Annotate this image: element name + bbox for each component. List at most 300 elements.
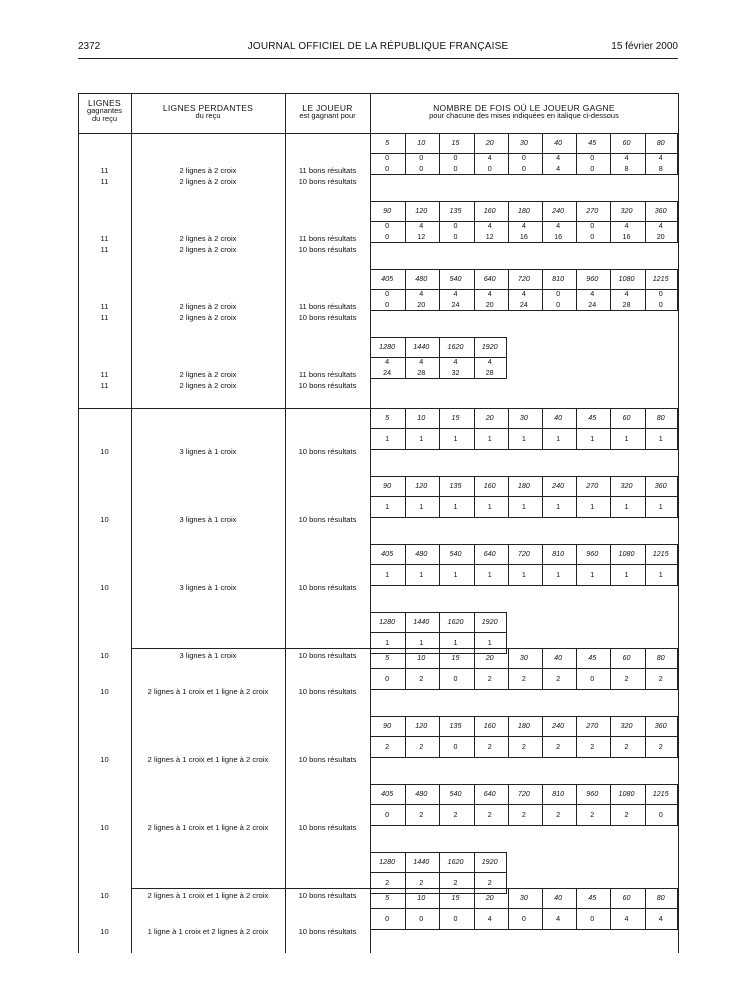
win-count: 4 [624, 153, 629, 162]
lignes-perdantes-value: 2 lignes à 1 croix et 1 ligne à 2 croix [147, 755, 269, 764]
stake-value: 80 [656, 413, 665, 422]
win-count: 0 [385, 810, 390, 819]
stake-value: 30 [519, 893, 528, 902]
win-count: 0 [590, 163, 595, 173]
stake-value: 5 [385, 138, 390, 147]
win-count: 4 [624, 221, 629, 230]
stake-value: 160 [483, 721, 496, 730]
joueur-value: 10 bons résultats [298, 823, 357, 832]
lignes-gagnantes-value: 11 [100, 176, 109, 186]
win-count: 2 [590, 810, 595, 819]
win-count: 28 [485, 367, 494, 377]
stake-value: 240 [552, 481, 565, 490]
win-count: 4 [521, 221, 526, 230]
stake-value: 60 [622, 653, 631, 662]
win-count: 4 [556, 163, 561, 173]
lignes-gagnantes-value: 10 [100, 651, 109, 660]
stake-value: 270 [586, 206, 599, 215]
lignes-perdantes-value: 2 lignes à 2 croix [179, 166, 237, 175]
win-count: 1 [487, 638, 492, 647]
win-count: 4 [419, 221, 424, 230]
win-count: 24 [383, 367, 392, 377]
page-number: 2372 [78, 41, 101, 52]
stake-value: 15 [451, 138, 460, 147]
stake-value: 720 [517, 789, 530, 798]
stake-value: 30 [519, 413, 528, 422]
win-count: 0 [385, 674, 390, 683]
lignes-perdantes-value: 3 lignes à 1 croix [179, 515, 237, 524]
stake-value: 15 [451, 653, 460, 662]
stake-value: 45 [588, 138, 597, 147]
header-rule [78, 58, 678, 59]
stake-row-divider [370, 908, 678, 909]
stake-value: 90 [383, 721, 392, 730]
stake-value: 240 [552, 721, 565, 730]
lottery-table [78, 93, 679, 953]
joueur-value: 11 bons résultats [298, 302, 357, 311]
win-count: 24 [588, 299, 597, 309]
lignes-perdantes-value: 2 lignes à 2 croix [179, 244, 237, 254]
stake-row-divider [370, 428, 678, 429]
stake-value: 10 [417, 893, 426, 902]
stake-value: 5 [385, 413, 390, 422]
stake-value: 60 [622, 138, 631, 147]
win-count: 1 [487, 434, 492, 443]
joueur-value: 10 bons résultats [298, 891, 357, 900]
win-count: 4 [556, 914, 561, 923]
win-count: 4 [487, 153, 492, 162]
stake-value: 15 [451, 413, 460, 422]
lignes-gagnantes-value: 11 [100, 370, 109, 379]
win-count: 1 [419, 570, 424, 579]
lignes-perdantes-value: 2 lignes à 1 croix et 1 ligne à 2 croix [147, 823, 269, 832]
stake-value: 120 [415, 481, 428, 490]
joueur-value: 10 bons résultats [298, 244, 357, 254]
stake-value: 10 [417, 653, 426, 662]
lignes-gagnantes-value: 10 [100, 447, 109, 456]
win-count: 1 [590, 434, 595, 443]
win-count: 2 [624, 742, 629, 751]
win-count: 2 [556, 742, 561, 751]
header-lignes-gagnantes: LIGNES gagnantes du reçu [86, 98, 123, 123]
stake-value: 720 [517, 549, 530, 558]
stake-value: 1920 [481, 857, 498, 866]
lignes-gagnantes-value: 10 [100, 687, 109, 696]
stake-value: 20 [485, 893, 494, 902]
stake-value: 960 [586, 274, 599, 283]
joueur-value: 10 bons résultats [298, 515, 357, 524]
stake-value: 10 [417, 413, 426, 422]
stake-value: 180 [517, 481, 530, 490]
win-count: 0 [556, 289, 561, 298]
lignes-gagnantes-value: 10 [100, 755, 109, 764]
win-count: 2 [624, 810, 629, 819]
header-lignes-perdantes: LIGNES PERDANTES du reçu [162, 103, 254, 120]
win-count: 0 [453, 742, 458, 751]
win-count: 4 [624, 914, 629, 923]
stake-value: 20 [485, 413, 494, 422]
stake-value: 270 [586, 481, 599, 490]
lignes-perdantes-value: 2 lignes à 1 croix et 1 ligne à 2 croix [147, 891, 269, 900]
win-count: 4 [487, 914, 492, 923]
stake-row-divider [370, 668, 678, 669]
stake-value: 5 [385, 653, 390, 662]
stake-value: 1440 [413, 342, 430, 351]
win-count: 2 [556, 810, 561, 819]
win-count: 0 [385, 299, 390, 309]
win-count: 2 [521, 810, 526, 819]
stake-value: 1080 [618, 274, 635, 283]
win-count: 0 [385, 231, 390, 241]
stake-value: 40 [554, 413, 563, 422]
stake-value: 405 [381, 274, 394, 283]
win-count: 1 [556, 502, 561, 511]
stake-value: 1215 [652, 549, 669, 558]
stake-value: 320 [620, 481, 633, 490]
stake-value: 1080 [618, 549, 635, 558]
win-count: 4 [453, 289, 458, 298]
win-count: 12 [485, 231, 494, 241]
win-count: 1 [453, 502, 458, 511]
stake-row-divider [370, 496, 678, 497]
stake-value: 1620 [447, 617, 464, 626]
win-count: 0 [521, 914, 526, 923]
stake-value: 180 [517, 206, 530, 215]
win-count: 1 [385, 434, 390, 443]
stake-value: 1440 [413, 617, 430, 626]
stake-value: 360 [654, 206, 667, 215]
win-count: 2 [487, 810, 492, 819]
win-count: 2 [590, 742, 595, 751]
win-count: 2 [556, 674, 561, 683]
stake-value: 405 [381, 549, 394, 558]
win-count: 2 [453, 810, 458, 819]
win-count: 0 [385, 153, 390, 162]
lignes-gagnantes-value: 11 [100, 244, 109, 254]
win-count: 2 [385, 878, 390, 887]
lignes-perdantes-value: 2 lignes à 1 croix et 1 ligne à 2 croix [147, 687, 269, 696]
stake-value: 1280 [379, 617, 396, 626]
win-count: 0 [521, 163, 526, 173]
win-count: 1 [521, 434, 526, 443]
stake-value: 640 [483, 789, 496, 798]
stake-value: 810 [552, 549, 565, 558]
stake-value: 10 [417, 138, 426, 147]
win-count: 0 [419, 153, 424, 162]
win-count: 1 [556, 570, 561, 579]
win-count: 1 [419, 434, 424, 443]
win-count: 0 [453, 163, 458, 173]
win-count: 2 [487, 878, 492, 887]
lignes-gagnantes-value: 11 [100, 302, 109, 311]
stake-value: 45 [588, 413, 597, 422]
win-count: 1 [658, 434, 663, 443]
win-count: 12 [417, 231, 426, 241]
win-count: 4 [624, 289, 629, 298]
page-date: 15 février 2000 [611, 41, 678, 52]
win-count: 0 [419, 163, 424, 173]
win-count: 1 [385, 638, 390, 647]
stake-value: 1620 [447, 342, 464, 351]
stake-value: 180 [517, 721, 530, 730]
stake-value: 120 [415, 721, 428, 730]
win-count: 0 [419, 914, 424, 923]
win-count: 16 [554, 231, 563, 241]
stake-value: 480 [415, 274, 428, 283]
win-count: 1 [385, 502, 390, 511]
joueur-value: 10 bons résultats [298, 312, 357, 322]
win-count: 1 [453, 434, 458, 443]
joueur-value: 11 bons résultats [298, 370, 357, 379]
win-count: 4 [658, 221, 663, 230]
win-count: 4 [590, 289, 595, 298]
joueur-value: 10 bons résultats [298, 927, 357, 936]
stake-value: 80 [656, 138, 665, 147]
lignes-gagnantes-value: 11 [100, 166, 109, 175]
win-count: 0 [658, 810, 663, 819]
win-count: 20 [656, 231, 665, 241]
stake-value: 1280 [379, 857, 396, 866]
win-count: 1 [453, 570, 458, 579]
lignes-perdantes-value: 3 lignes à 1 croix [179, 447, 237, 456]
win-count: 0 [590, 914, 595, 923]
win-count: 8 [624, 163, 629, 173]
stake-value: 80 [656, 893, 665, 902]
win-count: 2 [624, 674, 629, 683]
stake-value: 270 [586, 721, 599, 730]
win-count: 4 [521, 289, 526, 298]
stake-value: 90 [383, 481, 392, 490]
stake-value: 160 [483, 481, 496, 490]
lignes-perdantes-value: 2 lignes à 2 croix [179, 302, 237, 311]
lignes-perdantes-value: 2 lignes à 2 croix [179, 380, 237, 390]
stake-value: 810 [552, 789, 565, 798]
win-count: 2 [658, 742, 663, 751]
win-count: 0 [385, 221, 390, 230]
stake-value: 360 [654, 481, 667, 490]
win-count: 1 [453, 638, 458, 647]
win-count: 4 [487, 289, 492, 298]
stake-value: 540 [449, 274, 462, 283]
win-count: 0 [590, 153, 595, 162]
win-count: 1 [590, 570, 595, 579]
win-count: 2 [487, 742, 492, 751]
lignes-perdantes-value: 3 lignes à 1 croix [179, 651, 237, 660]
stake-row-divider [370, 564, 678, 565]
joueur-value: 10 bons résultats [298, 176, 357, 186]
joueur-value: 10 bons résultats [298, 755, 357, 764]
win-count: 24 [519, 299, 528, 309]
win-count: 0 [453, 914, 458, 923]
win-count: 24 [451, 299, 460, 309]
stake-value: 40 [554, 893, 563, 902]
win-count: 0 [590, 231, 595, 241]
win-count: 4 [556, 153, 561, 162]
win-count: 4 [419, 357, 424, 366]
lignes-perdantes-value: 1 ligne à 1 croix et 2 lignes à 2 croix [147, 927, 269, 936]
stake-value: 1215 [652, 274, 669, 283]
win-count: 1 [521, 570, 526, 579]
lignes-perdantes-value: 2 lignes à 2 croix [179, 234, 237, 243]
win-count: 16 [519, 231, 528, 241]
win-count: 0 [453, 674, 458, 683]
stake-value: 1280 [379, 342, 396, 351]
stake-value: 1080 [618, 789, 635, 798]
win-count: 4 [658, 153, 663, 162]
win-count: 4 [556, 221, 561, 230]
table-top-border [78, 93, 679, 94]
stake-value: 135 [449, 721, 462, 730]
header-nombre-de-fois: NOMBRE DE FOIS OÙ LE JOUEUR GAGNE pour chacune des mises indiquées en italique ci-dessous [429, 103, 619, 120]
win-count: 1 [487, 570, 492, 579]
win-count: 2 [521, 742, 526, 751]
stake-value: 1440 [413, 857, 430, 866]
stake-value: 640 [483, 274, 496, 283]
lignes-gagnantes-value: 11 [100, 312, 109, 322]
win-count: 28 [622, 299, 631, 309]
win-count: 20 [485, 299, 494, 309]
lignes-perdantes-value: 2 lignes à 2 croix [179, 312, 237, 322]
win-count: 2 [453, 878, 458, 887]
win-count: 8 [658, 163, 663, 173]
lignes-gagnantes-value: 10 [100, 515, 109, 524]
win-count: 0 [658, 289, 663, 298]
lignes-gagnantes-value: 10 [100, 583, 109, 592]
win-count: 20 [417, 299, 426, 309]
win-count: 1 [590, 502, 595, 511]
stake-value: 405 [381, 789, 394, 798]
win-count: 1 [521, 502, 526, 511]
win-count: 0 [487, 163, 492, 173]
win-count: 4 [487, 221, 492, 230]
win-count: 1 [556, 434, 561, 443]
win-count: 1 [624, 434, 629, 443]
stake-value: 20 [485, 653, 494, 662]
stake-value: 810 [552, 274, 565, 283]
win-count: 0 [453, 221, 458, 230]
win-count: 2 [419, 810, 424, 819]
stake-value: 640 [483, 549, 496, 558]
win-count: 32 [451, 367, 460, 377]
win-count: 2 [419, 878, 424, 887]
lignes-perdantes-value: 2 lignes à 2 croix [179, 176, 237, 186]
stake-value: 30 [519, 653, 528, 662]
win-count: 2 [419, 674, 424, 683]
stake-value: 960 [586, 789, 599, 798]
page-header [78, 40, 678, 54]
win-count: 4 [487, 357, 492, 366]
stake-value: 320 [620, 721, 633, 730]
stake-value: 90 [383, 206, 392, 215]
win-count: 1 [624, 570, 629, 579]
win-count: 1 [419, 502, 424, 511]
stake-value: 5 [385, 893, 390, 902]
joueur-value: 10 bons résultats [298, 583, 357, 592]
win-count: 0 [556, 299, 561, 309]
stake-row-divider [370, 872, 507, 873]
stake-row-divider [370, 804, 678, 805]
win-count: 2 [521, 674, 526, 683]
stake-value: 360 [654, 721, 667, 730]
stake-value: 60 [622, 893, 631, 902]
stake-value: 960 [586, 549, 599, 558]
win-count: 16 [622, 231, 631, 241]
win-count: 1 [658, 502, 663, 511]
table-right-border [678, 93, 679, 953]
lignes-gagnantes-value: 11 [100, 380, 109, 390]
stake-value: 1215 [652, 789, 669, 798]
joueur-value: 10 bons résultats [298, 651, 357, 660]
stake-value: 40 [554, 653, 563, 662]
stake-value: 1920 [481, 342, 498, 351]
joueur-value: 10 bons résultats [298, 447, 357, 456]
stake-value: 480 [415, 549, 428, 558]
win-count: 1 [487, 502, 492, 511]
win-count: 0 [453, 153, 458, 162]
win-count: 4 [385, 357, 390, 366]
win-count: 0 [590, 221, 595, 230]
stake-value: 20 [485, 138, 494, 147]
win-count: 1 [658, 570, 663, 579]
stake-row-divider [370, 736, 678, 737]
win-count: 4 [658, 914, 663, 923]
stake-value: 1920 [481, 617, 498, 626]
win-count: 2 [658, 674, 663, 683]
win-count: 2 [487, 674, 492, 683]
lignes-perdantes-value: 3 lignes à 1 croix [179, 583, 237, 592]
win-count: 1 [419, 638, 424, 647]
header-le-joueur: LE JOUEUR est gagnant pour [299, 103, 356, 120]
lignes-gagnantes-value: 11 [100, 234, 109, 243]
joueur-value: 10 bons résultats [298, 687, 357, 696]
journal-title: JOURNAL OFFICIEL DE LA RÉPUBLIQUE FRANÇAISE [247, 41, 509, 52]
header-bottom-rule [78, 133, 370, 134]
lignes-gagnantes-value: 10 [100, 891, 109, 900]
lignes-gagnantes-value: 10 [100, 927, 109, 936]
win-count: 0 [658, 299, 663, 309]
stake-value: 135 [449, 481, 462, 490]
win-count: 4 [419, 289, 424, 298]
win-count: 4 [453, 357, 458, 366]
stake-value: 15 [451, 893, 460, 902]
stake-value: 80 [656, 653, 665, 662]
lignes-gagnantes-value: 10 [100, 823, 109, 832]
win-count: 0 [521, 153, 526, 162]
win-count: 2 [385, 742, 390, 751]
stake-value: 60 [622, 413, 631, 422]
stake-value: 45 [588, 893, 597, 902]
joueur-value: 11 bons résultats [298, 166, 357, 175]
win-count: 1 [624, 502, 629, 511]
stake-value: 320 [620, 206, 633, 215]
stake-value: 160 [483, 206, 496, 215]
stake-value: 540 [449, 549, 462, 558]
win-count: 0 [453, 231, 458, 241]
stake-value: 720 [517, 274, 530, 283]
win-count: 0 [385, 289, 390, 298]
stake-value: 120 [415, 206, 428, 215]
stake-value: 30 [519, 138, 528, 147]
stake-value: 540 [449, 789, 462, 798]
stake-value: 135 [449, 206, 462, 215]
stake-value: 480 [415, 789, 428, 798]
joueur-value: 10 bons résultats [298, 380, 357, 390]
win-count: 1 [385, 570, 390, 579]
stake-value: 40 [554, 138, 563, 147]
stake-row-divider [370, 632, 507, 633]
win-count: 28 [417, 367, 426, 377]
stake-value: 1620 [447, 857, 464, 866]
